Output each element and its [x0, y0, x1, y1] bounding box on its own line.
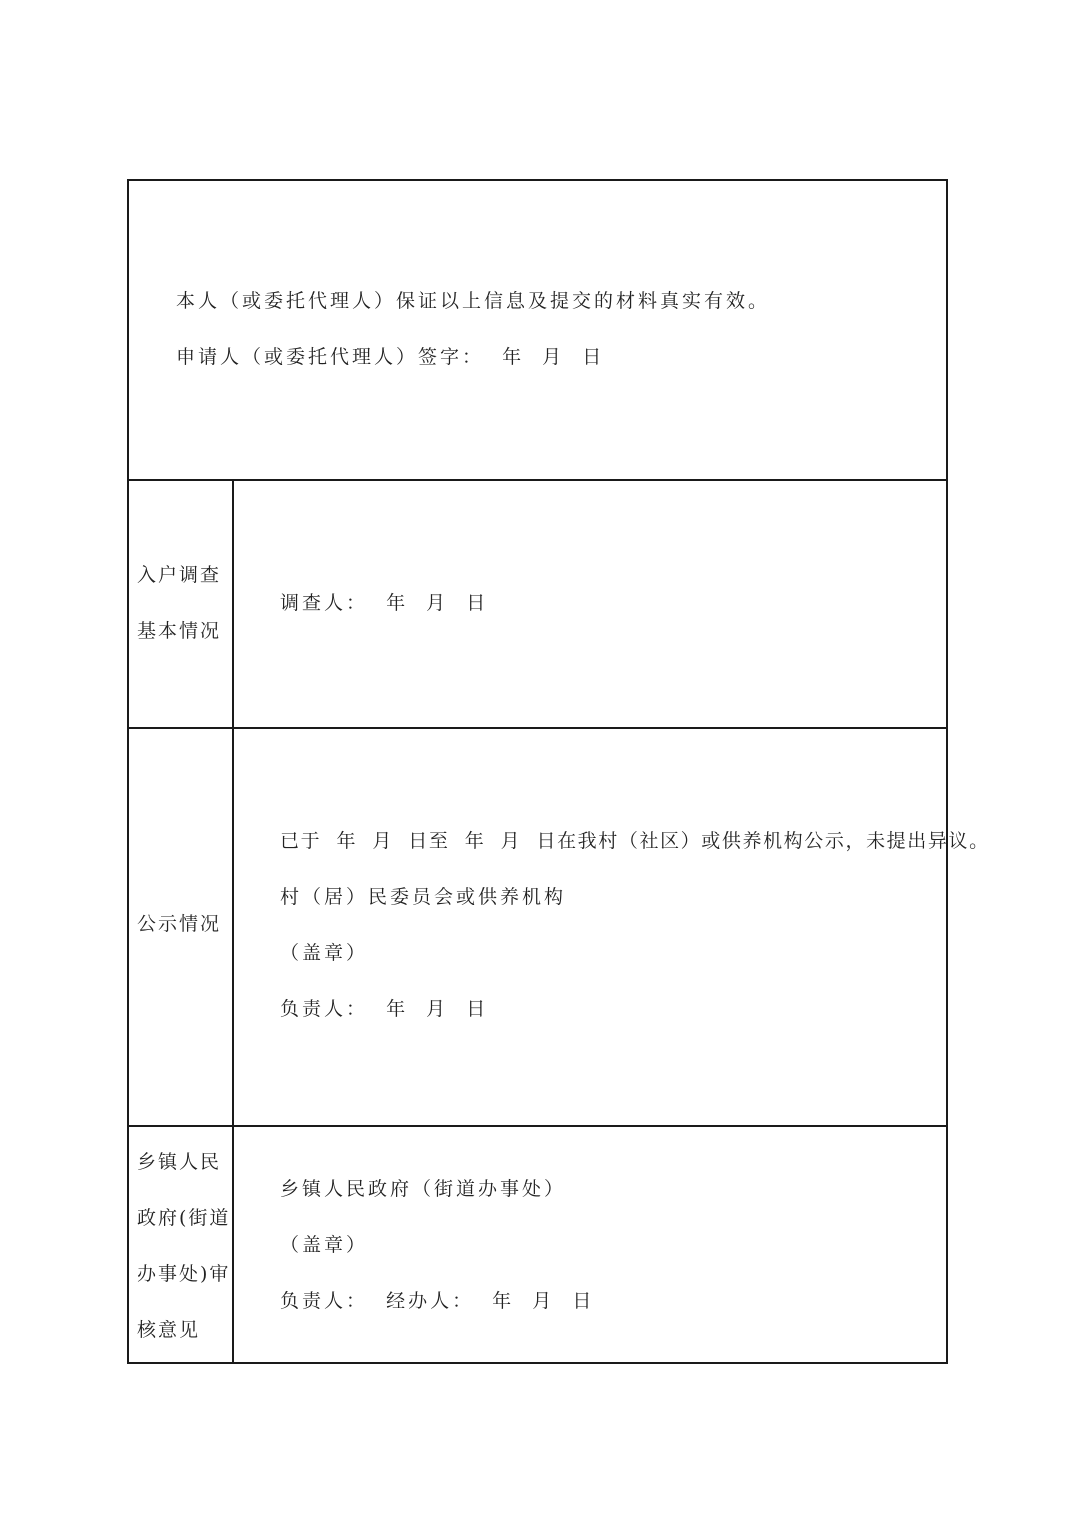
- household-survey-label-cell: [129, 481, 234, 727]
- township-review-content-cell: [234, 1127, 946, 1364]
- household-survey-content-cell: [234, 481, 946, 727]
- public-notice-row: [129, 727, 990, 1125]
- notice-publication-line: 已于 年 月 日至 年 月 日在我村（社区）或供养机构公示，未提出异议。: [280, 830, 990, 852]
- township-review-label-line2: 政府(街道: [137, 1207, 231, 1229]
- village-committee-line: 村（居）民委员会或供养机构: [280, 886, 567, 908]
- household-survey-label-line2: 基本情况: [137, 620, 222, 642]
- township-review-label-line4: 核意见: [137, 1319, 201, 1341]
- notice-responsible-signature-line: 负责人： 年 月 日: [280, 998, 489, 1020]
- review-signatories-line: 负责人： 经办人： 年 月 日: [280, 1290, 595, 1312]
- household-survey-label-line1: 入户调查: [137, 564, 222, 586]
- household-survey-row: [129, 479, 946, 727]
- declaration-statement: 本人（或委托代理人）保证以上信息及提交的材料真实有效。: [176, 290, 771, 312]
- review-seal-line: （盖章）: [280, 1234, 369, 1256]
- applicant-signature-line: 申请人（或委托代理人）签字： 年 月 日: [176, 346, 605, 368]
- public-notice-content-cell: [234, 729, 990, 1125]
- investigator-signature-line: 调查人： 年 月 日: [280, 592, 489, 614]
- public-notice-label: 公示情况: [137, 913, 222, 935]
- public-notice-label-cell: [129, 729, 234, 1125]
- notice-seal-line: （盖章）: [280, 942, 369, 964]
- township-review-label-cell: [129, 1127, 234, 1364]
- declaration-row: [129, 181, 946, 479]
- township-review-row: [129, 1125, 946, 1364]
- application-form-table: [127, 179, 990, 1364]
- township-government-line: 乡镇人民政府（街道办事处）: [280, 1178, 567, 1200]
- township-review-label-line3: 办事处)审: [137, 1263, 231, 1285]
- township-review-label-line1: 乡镇人民: [137, 1151, 222, 1173]
